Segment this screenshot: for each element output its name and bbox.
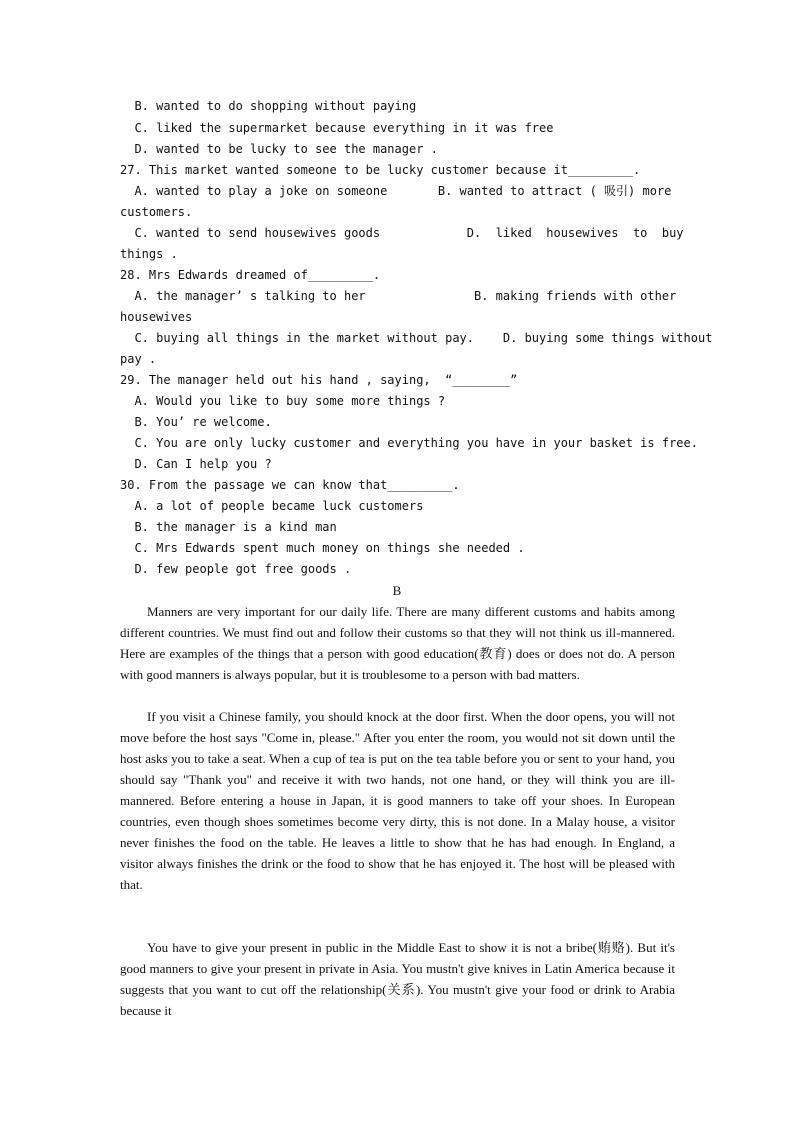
question-26-option-c: C. liked the supermarket because everything in it was free — [120, 121, 554, 135]
question-30-stem: 30. From the passage we can know that_________. — [120, 478, 460, 492]
question-29-option-d: D. Can I help you ? — [120, 457, 272, 471]
question-30-option-d: D. few people got free goods . — [120, 562, 352, 576]
question-27-stem: 27. This market wanted someone to be lucky customer because it_________. — [120, 163, 641, 177]
question-27-options-cd: C. wanted to send housewives goods D. liked housewives to buy — [120, 226, 684, 240]
question-30-option-a: A. a lot of people became luck customers — [120, 499, 424, 513]
question-29-option-a: A. Would you like to buy some more things ? — [120, 394, 446, 408]
section-heading: B — [392, 583, 402, 598]
question-30-option-c: C. Mrs Edwards spent much money on things she needed . — [120, 541, 525, 555]
question-29-option-b: B. You’ re welcome. — [120, 415, 272, 429]
question-30-option-b: B. the manager is a kind man — [120, 520, 337, 534]
question-27-options-ab: A. wanted to play a joke on someone B. wanted to attract ( 吸引) more — [120, 184, 672, 198]
question-28-options-ab-cont: housewives — [120, 310, 193, 324]
question-27-options-cd-cont: things . — [120, 247, 178, 261]
question-28-options-cd-cont: pay . — [120, 352, 157, 366]
question-28-options-ab: A. the manager’ s talking to her B. making friends with other — [120, 289, 677, 303]
passage-paragraph-2: If you visit a Chinese family, you should knock at the door first. When the door opens, you will not move before the host says "Come in, please." After you enter the room, you would not sit down until the host asks you to take a seat. When a cup of tea is put on the tea table before you or sent to your hand, you should say "Thank you" and receive it with two hands, not one hand, or they will think you are ill-mannered. Before entering a house in Japan, it is good manners to take off your shoes. In European countries, even though shoes sometimes become very dirty, this is not done. In a Malay house, a visitor never finishes the food on the table. He leaves a little to show that he has had enough. In England, a visitor always finishes the drink or the food to show that he has enjoyed it. The host will be pleased with that. — [120, 709, 675, 892]
question-26-option-b: B. wanted to do shopping without paying — [120, 99, 417, 113]
passage-paragraph-3: You have to give your present in public in the Middle East to show it is not a bribe(贿赂). But it's good manners to give your present in private in Asia. You mustn't give knives in Latin America because it suggests that you want to cut off the relationship(关系). You mustn't give your food or drink to Arabia because it — [120, 940, 675, 1018]
question-26-option-d: D. wanted to be lucky to see the manager . — [120, 142, 438, 156]
question-28-options-cd: C. buying all things in the market without pay. D. buying some things without — [120, 331, 713, 345]
question-29-stem: 29. The manager held out his hand , saying, “________” — [120, 373, 518, 387]
question-28-stem: 28. Mrs Edwards dreamed of_________. — [120, 268, 381, 282]
question-29-option-c: C. You are only lucky customer and everything you have in your basket is free. — [120, 436, 698, 450]
passage-paragraph-1: Manners are very important for our daily life. There are many different customs and habits among different countries. We must find out and follow their customs so that they will not think us ill-mannered. Here are examples of the things that a person with good education(教育) does or does not do. A person with good manners is always popular, but it is troublesome to a person with bad matters. — [120, 604, 675, 682]
question-27-options-ab-cont: customers. — [120, 205, 193, 219]
